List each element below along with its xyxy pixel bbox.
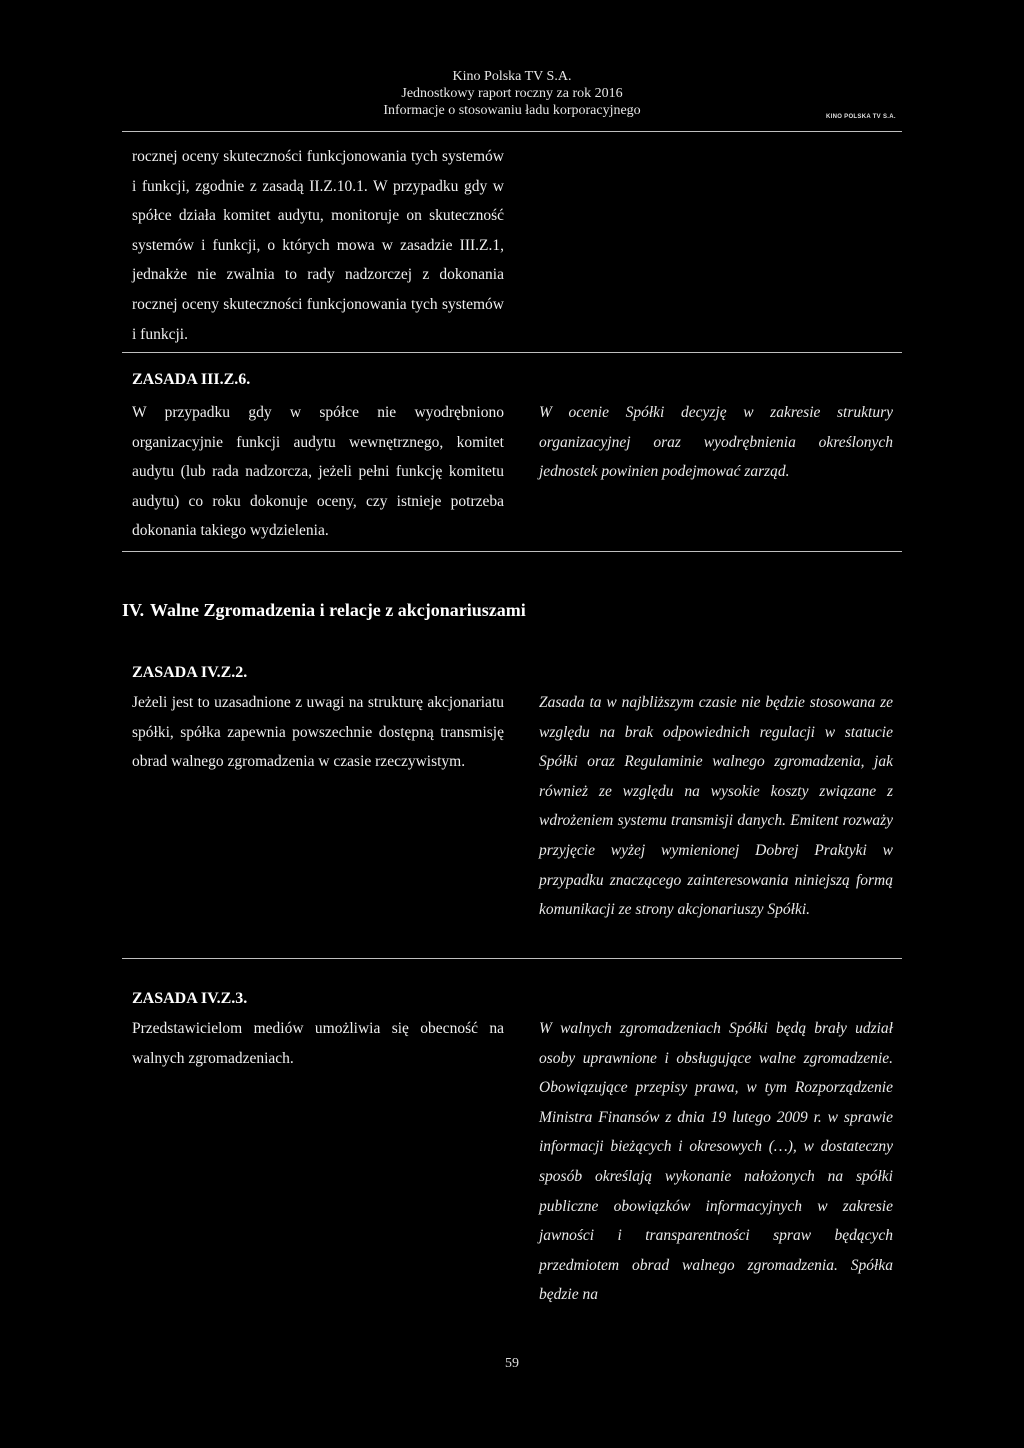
intro-paragraph bbox=[132, 142, 504, 349]
rule-iii-z6-comment: W ocenie Spółki decyzję w zakresie struktury organizacyjnej oraz wyodrębnienia określonych jednostek powinien podejmować zarząd. bbox=[539, 404, 893, 481]
rule-iv-z2-comment: Zasada ta w najbliższym czasie nie będzie stosowana ze względu na brak odpowiednich regulacji w statucie Spółki oraz Regulaminie walnego zgromadzenia, jak również ze względu na wysokie koszty związane z wdrożeniem systemu transmisji danych. Emitent rozważy przyjęcie wyżej wymienionej Dobrej Praktyki w przypadku znaczącego zainteresowania niniejszą formą komunikacji ze strony akcjonariuszy Spółki. bbox=[539, 694, 893, 919]
rule-text-iv-z2 bbox=[132, 688, 504, 777]
page-header bbox=[300, 68, 724, 119]
header-section: Informacje o stosowaniu ładu korporacyjnego bbox=[383, 103, 641, 118]
rule-iv-z3-comment: W walnych zgromadzeniach Spółki będą brały udział osoby uprawnione i obsługujące walne zgromadzenie. Obowiązujące przepisy prawa, w tym Rozporządzenie Ministra Finansów z dnia 19 lutego 2009 r. w sprawie informacji bieżących i okresowych (…), w dostateczny sposób określają wykonanie nałożonych na spółki publiczne obowiązków informacyjnych w zakresie jawności i transparentności spraw będących przedmiotem obrad walnego zgromadzenia. Spółka będzie na bbox=[539, 1020, 893, 1304]
rule-iv-z3-text: Przedstawicielom mediów umożliwia się obecność na walnych zgromadzeniach. bbox=[132, 1020, 504, 1067]
rule-heading-iii-z6: ZASADA III.Z.6. bbox=[132, 371, 251, 388]
rule-heading-iv-z3: ZASADA IV.Z.3. bbox=[132, 990, 248, 1007]
divider bbox=[122, 551, 902, 552]
divider bbox=[122, 352, 902, 353]
section-number: IV. bbox=[122, 600, 145, 620]
rule-text-iii-z6 bbox=[132, 398, 504, 546]
company-logo: KINO POLSKA TV S.A. bbox=[826, 114, 896, 120]
page-number: 59 bbox=[505, 1356, 519, 1371]
rule-iv-z2-text: Jeżeli jest to uzasadnione z uwagi na strukturę akcjonariatu spółki, spółka zapewnia powszechnie dostępną transmisję obrad walnego zgromadzenia w czasie rzeczywistym. bbox=[132, 694, 504, 771]
header-report-title: Jednostkowy raport roczny za rok 2016 bbox=[401, 86, 623, 101]
section-title-text: Walne Zgromadzenia i relacje z akcjonariuszami bbox=[150, 600, 526, 620]
rule-comment-iii-z6 bbox=[539, 398, 893, 487]
rule-text-iv-z3 bbox=[132, 1014, 504, 1073]
header-company: Kino Polska TV S.A. bbox=[452, 69, 572, 84]
rule-heading-iv-z2: ZASADA IV.Z.2. bbox=[132, 664, 248, 681]
intro-text: rocznej oceny skuteczności funkcjonowania tych systemów i funkcji, zgodnie z zasadą II.Z.10.1. W przypadku gdy w spółce działa komitet audytu, monitoruje on skuteczność systemów i funkcji, o których mowa w zasadzie III.Z.1, jednakże nie zwalnia to rady nadzorczej z dokonania rocznej oceny skuteczności funkcjonowania tych systemów i funkcji. bbox=[132, 148, 504, 343]
section-iv-title bbox=[122, 600, 526, 621]
divider bbox=[122, 958, 902, 959]
rule-comment-iv-z3 bbox=[539, 1014, 893, 1310]
rule-iii-z6-text: W przypadku gdy w spółce nie wyodrębniono organizacyjnie funkcji audytu wewnętrznego, komitet audytu (lub rada nadzorcza, jeżeli pełni funkcję komitetu audytu) co roku dokonuje oceny, czy istnieje potrzeba dokonania takiego wydzielenia. bbox=[132, 404, 504, 540]
rule-comment-iv-z2 bbox=[539, 688, 893, 925]
header-divider bbox=[122, 131, 902, 132]
